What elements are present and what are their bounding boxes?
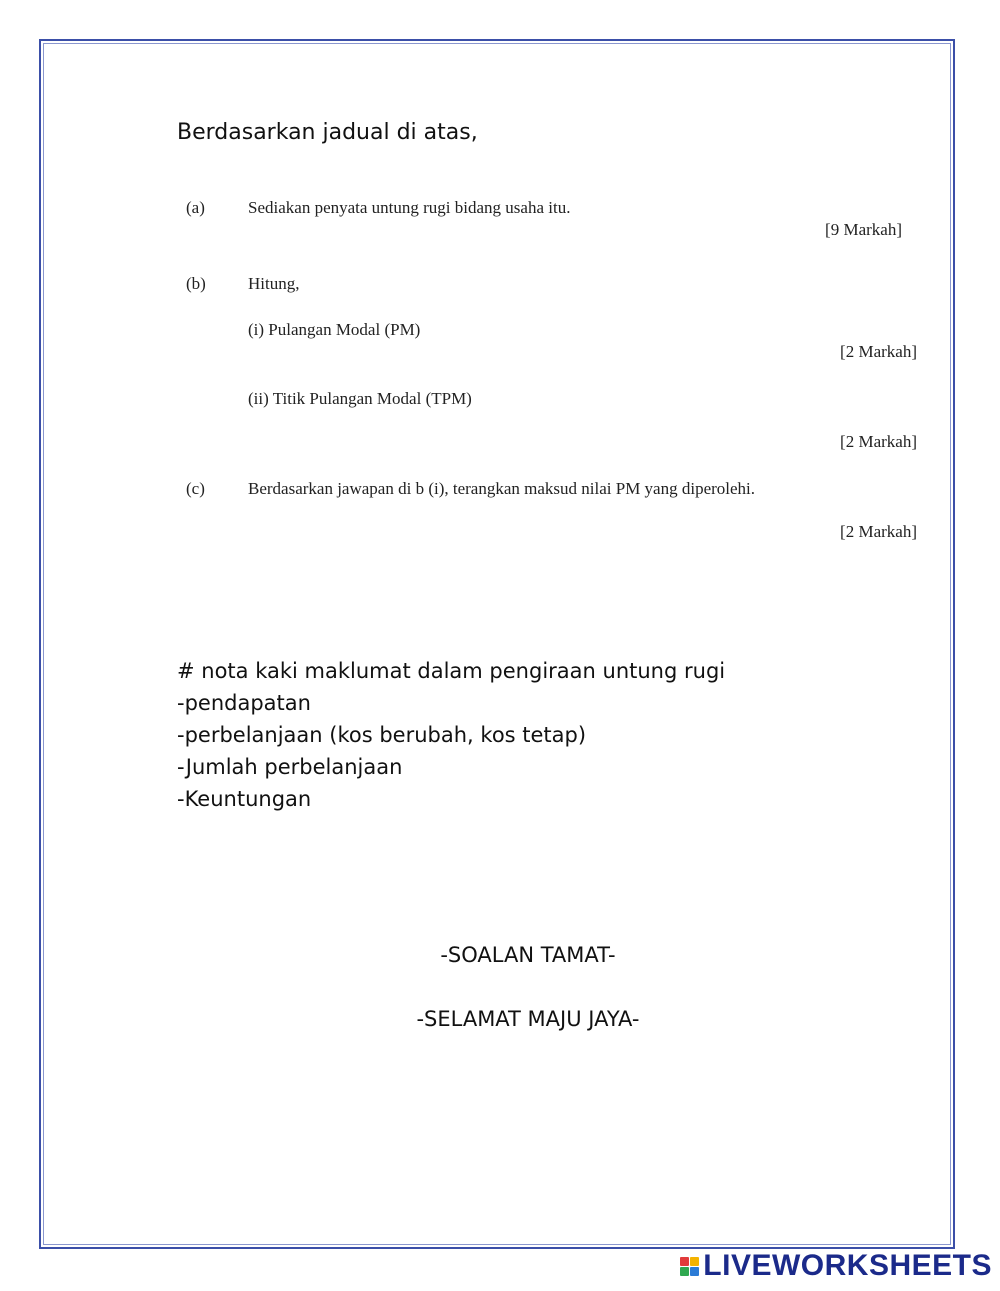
liveworksheets-wordmark: LIVEWORKSHEETS [703,1249,992,1282]
footnote-heading: # nota kaki maklumat dalam pengiraan untung rugi [177,659,726,683]
logo-tile [690,1267,699,1276]
closing-end-text: -SOALAN TAMAT- [440,943,616,967]
question-a-marks: [9 Markah] [825,220,902,239]
question-b-i-text: (i) Pulangan Modal (PM) [248,320,421,339]
footnote-item: -Jumlah perbelanjaan [177,755,403,779]
question-c-label: (c) [186,479,205,498]
question-b-i-marks: [2 Markah] [840,342,917,361]
liveworksheets-logo-icon [680,1257,699,1276]
question-a-label: (a) [186,198,205,217]
footnote-item: -pendapatan [177,691,311,715]
question-c-text: Berdasarkan jawapan di b (i), terangkan maksud nilai PM yang diperolehi. [248,479,756,498]
footnote-list [177,655,725,815]
footnote-item: -Keuntungan [177,787,312,811]
intro-text: Berdasarkan jadual di atas, [177,120,478,145]
question-a-text: Sediakan penyata untung rugi bidang usaha itu. [248,198,571,217]
footnote-item: -perbelanjaan (kos berubah, kos tetap) [177,723,587,747]
question-b-ii-marks: [2 Markah] [840,432,917,451]
question-b-label: (b) [186,274,206,293]
logo-tile [680,1257,689,1266]
logo-tile [680,1267,689,1276]
page-border [39,39,955,1249]
logo-tile [690,1257,699,1266]
question-b-text: Hitung, [248,274,300,293]
liveworksheets-logo [680,1249,992,1283]
question-b-ii-text: (ii) Titik Pulangan Modal (TPM) [248,389,472,408]
question-c-marks: [2 Markah] [840,522,917,541]
closing-wish-text: -SELAMAT MAJU JAYA- [416,1007,640,1031]
